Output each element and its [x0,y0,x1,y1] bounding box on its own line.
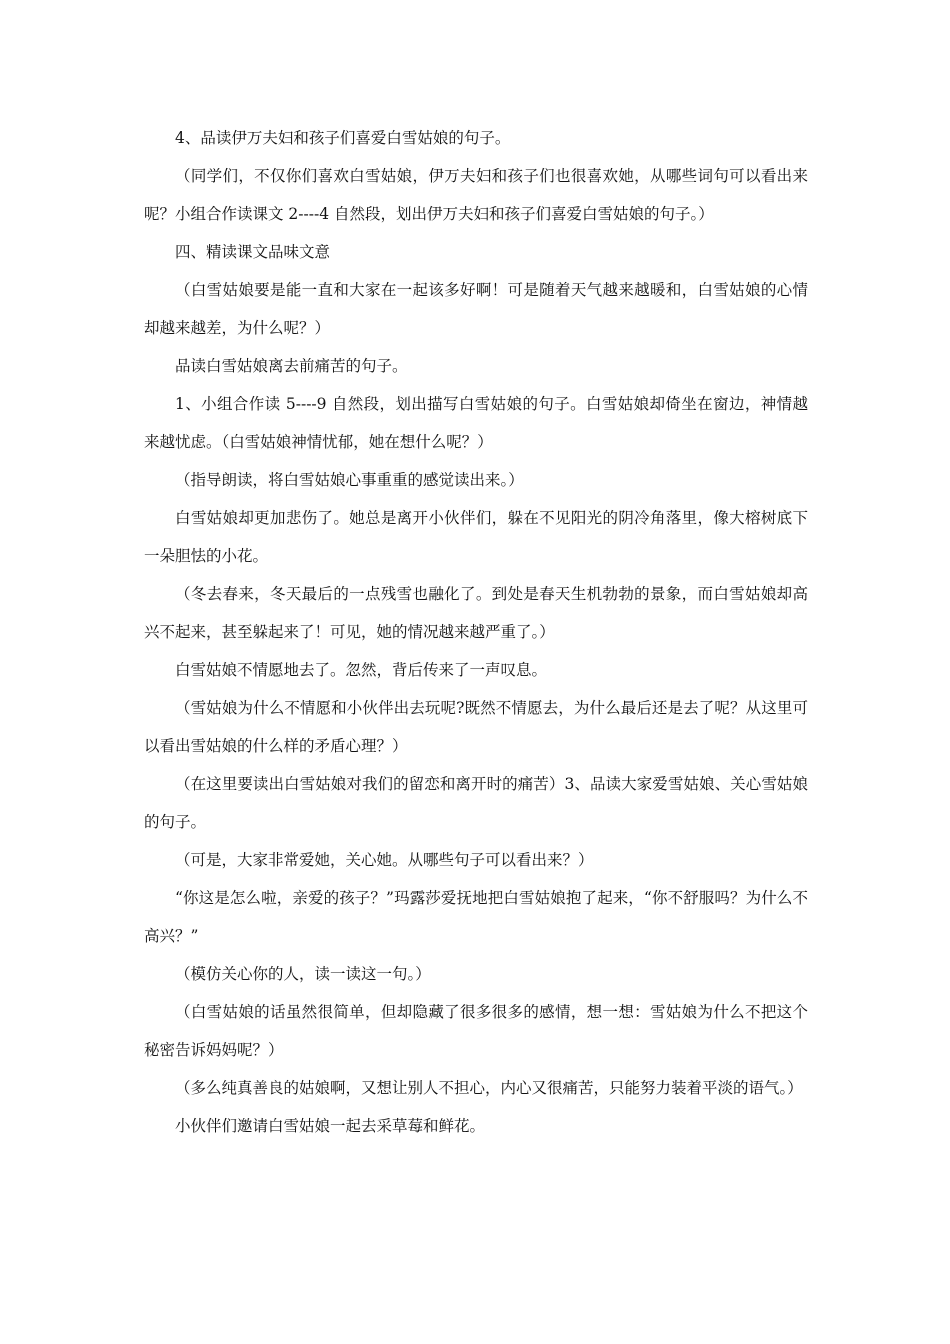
document-body [144,119,808,1145]
paragraph: （白雪姑娘要是能一直和大家在一起该多好啊！可是随着天气越来越暖和，白雪姑娘的心情却越来越差，为什么呢？） [144,281,808,337]
paragraph: （冬去春来，冬天最后的一点残雪也融化了。到处是春天生机勃勃的景象，而白雪姑娘却高兴不起来，甚至躲起来了！可见，她的情况越来越严重了。） [144,585,808,641]
paragraph: 4、品读伊万夫妇和孩子们喜爱白雪姑娘的句子。 [175,129,511,147]
paragraph: 品读白雪姑娘离去前痛苦的句子。 [175,357,408,375]
paragraph: 白雪姑娘不情愿地去了。忽然，背后传来了一声叹息。 [175,661,548,679]
paragraph: （雪姑娘为什么不情愿和小伙伴出去玩呢?既然不情愿去，为什么最后还是去了呢？从这里可以看出雪姑娘的什么样的矛盾心理？） [144,699,808,755]
paragraph: （可是，大家非常爱她，关心她。从哪些句子可以看出来？） [175,851,594,869]
paragraph: 小伙伴们邀请白雪姑娘一起去采草莓和鲜花。 [175,1117,486,1135]
paragraph: 1、小组合作读 5----9 自然段，划出描写白雪姑娘的句子。白雪姑娘却倚坐在窗边，神情越来越忧虑。（白雪姑娘神情忧郁，她在想什么呢？） [144,395,808,451]
paragraph: （在这里要读出白雪姑娘对我们的留恋和离开时的痛苦）3、品读大家爱雪姑娘、关心雪姑娘的句子。 [144,775,808,831]
paragraph: 白雪姑娘却更加悲伤了。她总是离开小伙伴们，躲在不见阳光的阴冷角落里，像大榕树底下一朵胆怯的小花。 [144,509,808,565]
paragraph: （多么纯真善良的姑娘啊，又想让别人不担心，内心又很痛苦，只能努力装着平淡的语气。） [175,1079,803,1097]
paragraph: “你这是怎么啦，亲爱的孩子？”玛露莎爱抚地把白雪姑娘抱了起来，“你不舒服吗？为什么不高兴？” [144,889,808,945]
paragraph: （白雪姑娘的话虽然很简单，但却隐藏了很多很多的感情，想一想：雪姑娘为什么不把这个秘密告诉妈妈呢？） [144,1003,808,1059]
paragraph: （指导朗读，将白雪姑娘心事重重的感觉读出来。） [175,471,524,489]
paragraph: （同学们，不仅你们喜欢白雪姑娘，伊万夫妇和孩子们也很喜欢她，从哪些词句可以看出来呢？小组合作读课文 2----4 自然段，划出伊万夫妇和孩子们喜爱白雪姑娘的句子。） [144,167,808,223]
paragraph: （模仿关心你的人，读一读这一句。） [175,965,431,983]
section-heading: 四、精读课文品味文意 [175,243,331,261]
